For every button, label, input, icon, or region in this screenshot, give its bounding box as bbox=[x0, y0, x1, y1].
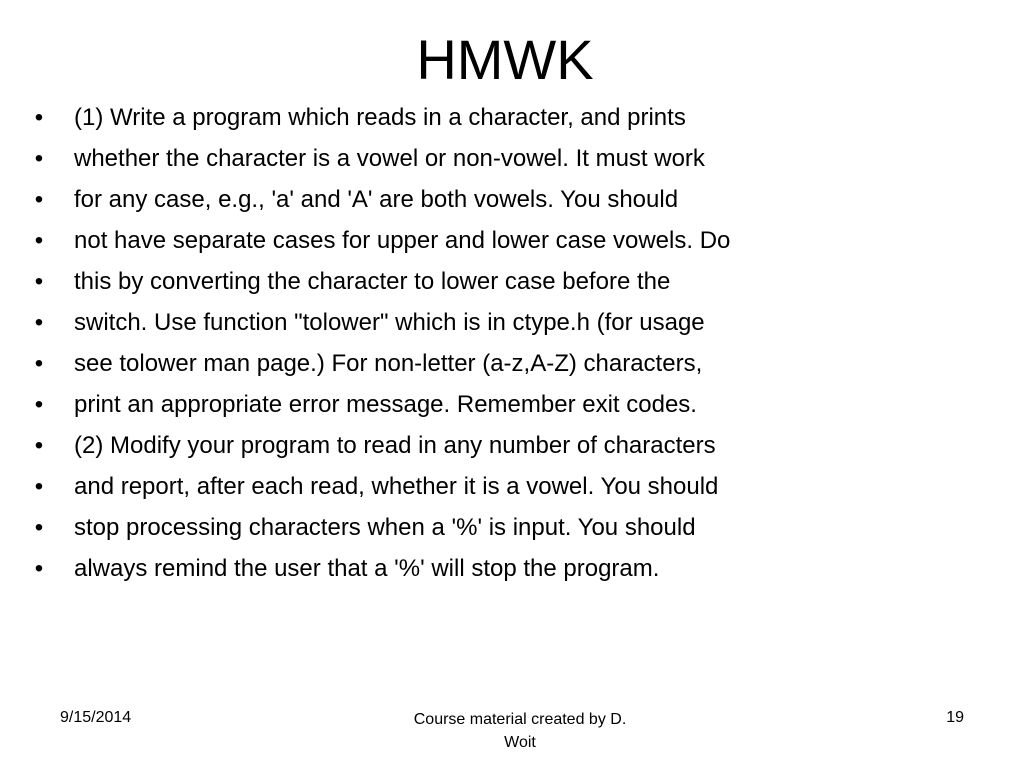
footer-credit bbox=[372, 708, 668, 754]
bullet-dot-icon: • bbox=[34, 104, 44, 131]
bullet-dot-icon: • bbox=[34, 555, 44, 582]
bullet-dot-icon: • bbox=[34, 432, 44, 459]
bullet-dot-icon: • bbox=[34, 145, 44, 172]
bullet-text: this by converting the character to lower case before the bbox=[74, 268, 671, 295]
bullet-dot-icon: • bbox=[34, 309, 44, 336]
bullet-dot-icon: • bbox=[34, 227, 44, 254]
bullet-text: (1) Write a program which reads in a character, and prints bbox=[74, 104, 686, 131]
bullet-text: see tolower man page.) For non-letter (a-z,A-Z) characters, bbox=[74, 350, 703, 377]
footer-credit-line1: Course material created by D. bbox=[413, 711, 627, 728]
bullet-dot-icon: • bbox=[34, 473, 44, 500]
bullet-dot-icon: • bbox=[34, 186, 44, 213]
bullet-text: whether the character is a vowel or non-vowel. It must work bbox=[74, 145, 705, 172]
bullet-text: and report, after each read, whether it is a vowel. You should bbox=[74, 473, 719, 500]
bullet-text: switch. Use function "tolower" which is in ctype.h (for usage bbox=[74, 309, 705, 336]
bullet-dot-icon: • bbox=[34, 268, 44, 295]
bullet-text: stop processing characters when a '%' is input. You should bbox=[74, 514, 696, 541]
bullet-text: always remind the user that a '%' will stop the program. bbox=[74, 555, 660, 582]
bullet-dot-icon: • bbox=[34, 350, 44, 377]
footer-credit-line2: Woit bbox=[504, 734, 536, 751]
bullet-dot-icon: • bbox=[34, 514, 44, 541]
page-number: 19 bbox=[946, 709, 964, 726]
bullet-text: print an appropriate error message. Remember exit codes. bbox=[74, 391, 697, 418]
bullet-text: for any case, e.g., 'a' and 'A' are both vowels. You should bbox=[74, 186, 679, 213]
slide-title: HMWK bbox=[416, 28, 594, 91]
footer-date: 9/15/2014 bbox=[60, 709, 132, 726]
bullet-text: (2) Modify your program to read in any number of characters bbox=[74, 432, 716, 459]
bullet-dot-icon: • bbox=[34, 391, 44, 418]
bullet-text: not have separate cases for upper and lower case vowels. Do bbox=[74, 227, 731, 254]
